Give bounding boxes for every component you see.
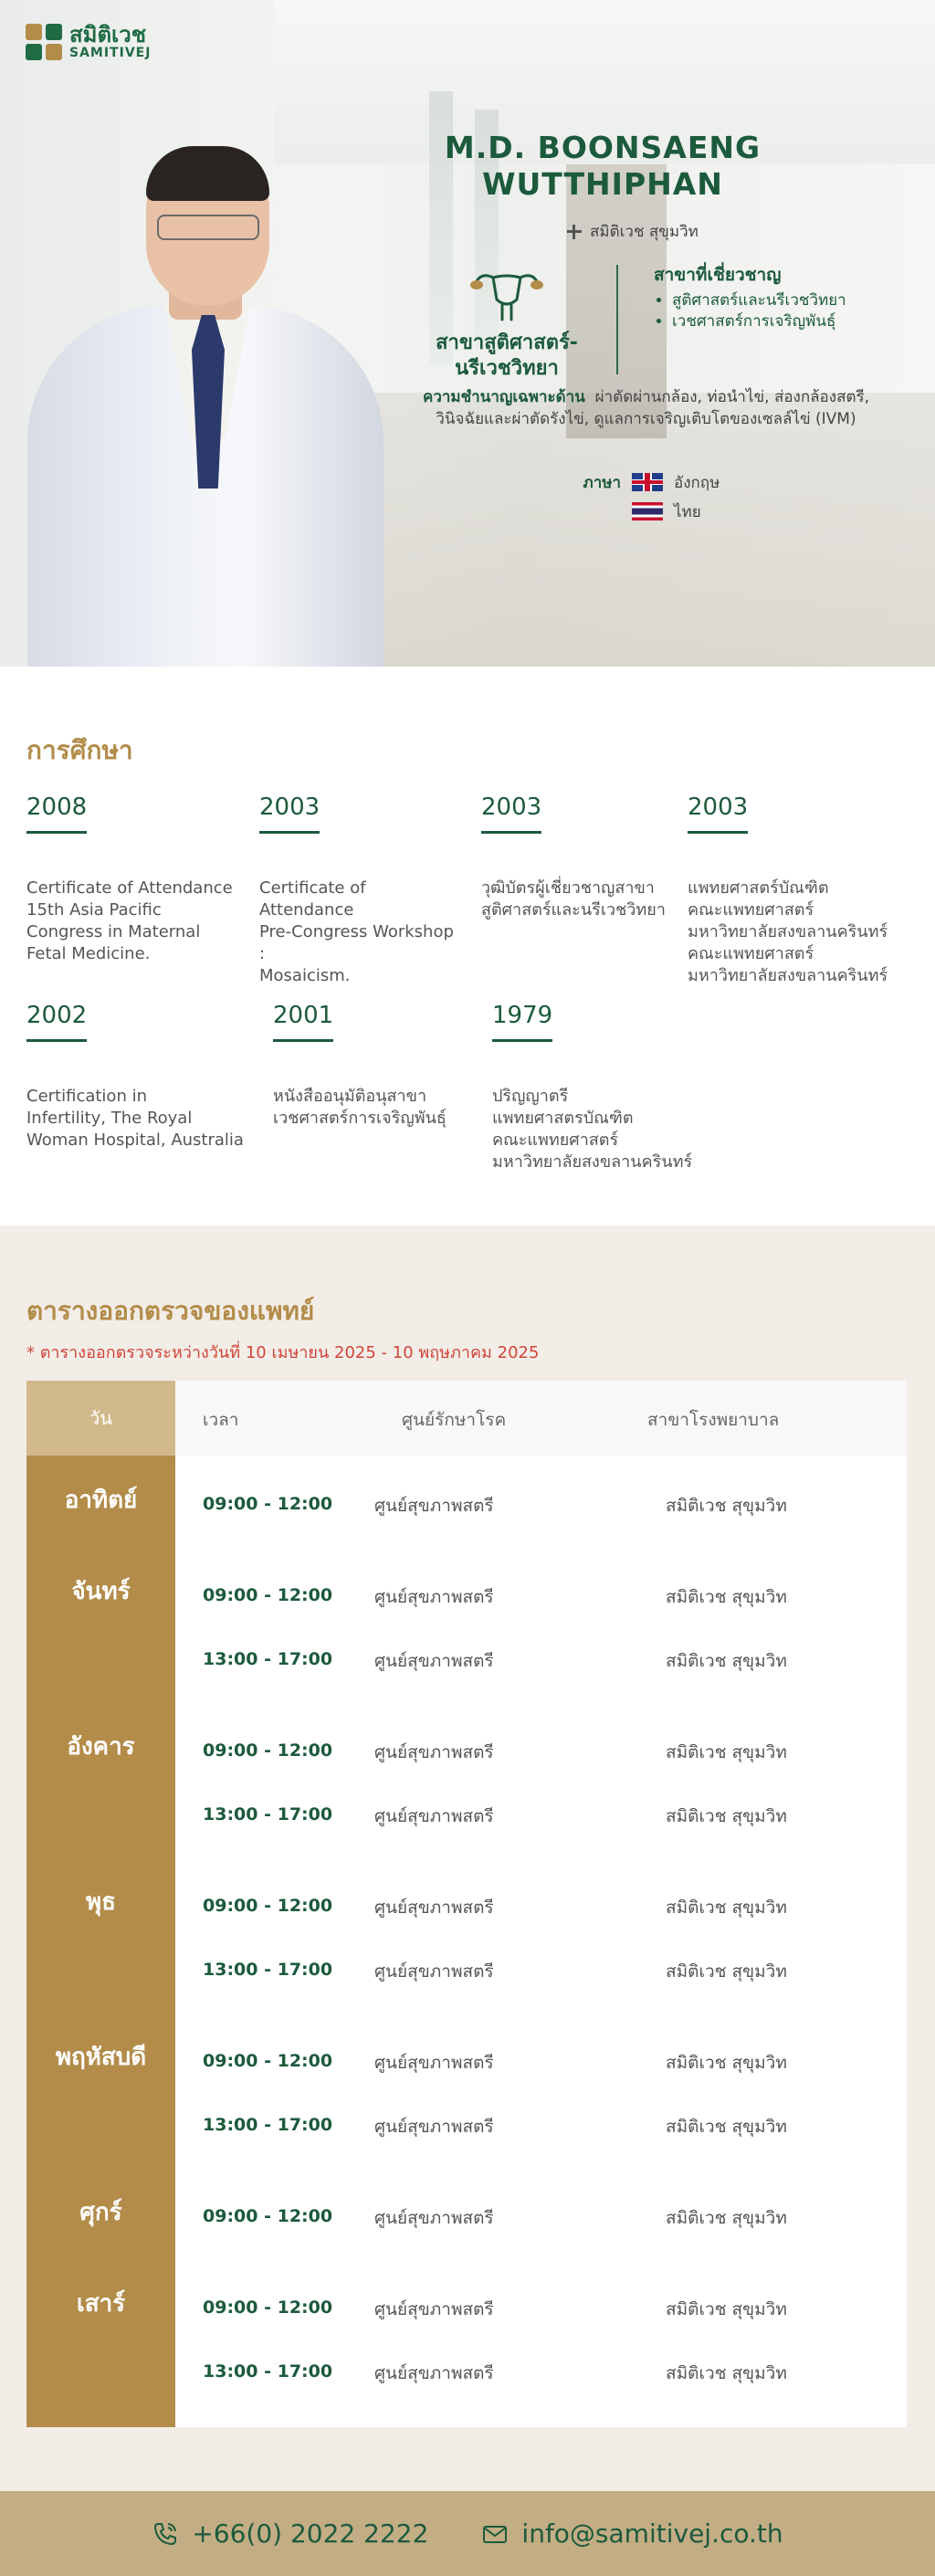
doctor-name-line1: M.D. BOONSAENG (444, 130, 762, 165)
education-item (273, 1001, 474, 1130)
schedule-slot-row (26, 2044, 907, 2080)
education-item (26, 1001, 255, 1151)
doctor-name (429, 130, 776, 203)
education-item (481, 793, 682, 921)
logo-text-th: สมิติเวช (69, 22, 147, 47)
slot-center: ศูนย์สุขภาพสตรี (374, 1587, 494, 1607)
doctor-name-line2: WUTTHIPHAN (482, 166, 723, 202)
schedule-day-label: พุธ (85, 1888, 116, 1916)
education-year: 2003 (259, 793, 320, 834)
education-text: แพทยศาสตร์บัณฑิต คณะแพทยศาสตร์ มหาวิทยาลัยสงขลานครินทร์ คณะแพทยศาสตร์ มหาวิทยาลัยสงขลานครินทร์ (688, 878, 888, 985)
slot-time: 13:00 - 17:00 (203, 1649, 333, 1669)
language-item: อังกฤษ (674, 473, 720, 492)
specialty-block (420, 265, 594, 382)
languages-block (566, 468, 720, 526)
language-item: ไทย (674, 502, 701, 521)
schedule-day-label: เสาร์ (76, 2290, 126, 2318)
education-text: ปริญญาตรี แพทยศาสตรบัณฑิต คณะแพทยศาสตร์ มหาวิทยาลัยสงขลานครินทร์ (492, 1087, 693, 1172)
schedule-slot-row (26, 1952, 907, 1989)
email-address: info@samitivej.co.th (521, 2518, 783, 2549)
expertise-list (654, 290, 891, 332)
thai-flag-icon (632, 502, 663, 520)
education-year: 2003 (688, 793, 748, 834)
slot-branch: สมิติเวช สุขุมวิท (666, 1742, 787, 1762)
education-text: หนังสืออนุมัติอนุสาขา เวชศาสตร์การเจริญพันธุ์ (273, 1087, 446, 1128)
phone-number: +66(0) 2022 2222 (192, 2518, 429, 2549)
slot-branch: สมิติเวช สุขุมวิท (666, 2363, 787, 2383)
slot-center: ศูนย์สุขภาพสตรี (374, 2208, 494, 2228)
mail-icon (481, 2520, 509, 2548)
slot-center: ศูนย์สุขภาพสตรี (374, 2053, 494, 2073)
slot-time: 13:00 - 17:00 (203, 2361, 333, 2381)
logo-text-en: SAMITIVEJ (69, 46, 152, 60)
slot-center: ศูนย์สุขภาพสตรี (374, 2363, 494, 2383)
expertise-item: • สูติศาสตร์และนรีเวชวิทยา (672, 290, 891, 311)
schedule-slot-row (26, 2199, 907, 2235)
slot-center: ศูนย์สุขภาพสตรี (374, 2117, 494, 2137)
schedule-slot-row (26, 2354, 907, 2391)
education-year: 1979 (492, 1001, 552, 1042)
header-time: เวลา (203, 1410, 239, 1430)
expertise-title: สาขาที่เชี่ยวชาญ (654, 265, 782, 285)
doctor-hero (0, 0, 935, 667)
slot-center: ศูนย์สุขภาพสตรี (374, 1496, 494, 1516)
uk-flag-icon (632, 473, 663, 491)
slot-time: 09:00 - 12:00 (203, 2206, 333, 2226)
education-item (259, 793, 460, 987)
slot-branch: สมิติเวช สุขุมวิท (666, 2053, 787, 2073)
education-text: Certificate of Attendance 15th Asia Pacific Congress in Maternal Fetal Medicine. (26, 878, 233, 963)
schedule-day-label: พฤหัสบดี (55, 2044, 147, 2071)
schedule-note: * ตารางออกตรวจระหว่างวันที่ 10 เมษายน 2025 - 10 พฤษภาคม 2025 (26, 1343, 540, 1362)
slot-time: 09:00 - 12:00 (203, 1896, 333, 1916)
schedule-day-label: อาทิตย์ (64, 1487, 138, 1514)
contact-footer (0, 2491, 935, 2576)
logo-mark-icon (26, 24, 62, 60)
education-year: 2001 (273, 1001, 333, 1042)
schedule-day-label: อังคาร (67, 1733, 135, 1761)
divider (616, 265, 618, 374)
slot-branch: สมิติเวช สุขุมวิท (666, 1806, 787, 1826)
schedule-slot-row (26, 2108, 907, 2144)
education-year: 2003 (481, 793, 541, 834)
schedule-day-label: จันทร์ (71, 1578, 131, 1605)
slot-branch: สมิติเวช สุขุมวิท (666, 1587, 787, 1607)
education-text: Certification in Infertility, The Royal Woman Hospital, Australia (26, 1087, 244, 1150)
slot-branch: สมิติเวช สุขุมวิท (666, 1651, 787, 1671)
slot-time: 13:00 - 17:00 (203, 1804, 333, 1824)
header-day: วัน (26, 1381, 175, 1456)
slot-branch: สมิติเวช สุขุมวิท (666, 1961, 787, 1982)
education-title: การศึกษา (26, 735, 133, 765)
phone-icon (152, 2520, 179, 2548)
language-label: ภาษา (583, 473, 621, 492)
doctor-branch (566, 219, 699, 244)
slot-branch: สมิติเวช สุขุมวิท (666, 2299, 787, 2319)
medical-cross-icon (566, 224, 583, 240)
schedule-slot-row (26, 1487, 907, 1523)
specialty-name: สาขาสูติศาสตร์-นรีเวชวิทยา (436, 331, 578, 380)
schedule-table (26, 1381, 907, 2427)
schedule-slot-row (26, 1578, 907, 1614)
schedule-slot-row (26, 1642, 907, 1678)
slot-center: ศูนย์สุขภาพสตรี (374, 1806, 494, 1826)
slot-center: ศูนย์สุขภาพสตรี (374, 1898, 494, 1918)
education-text: Certificate of Attendance Pre-Congress Workshop : Mosaicism. (259, 878, 454, 985)
schedule-slot-row (26, 1888, 907, 1925)
focus-text: ผ่าตัดผ่านกล้อง, ท่อนำไข่, ส่องกล้องสตรี, วินิจฉัยและผ่าตัดรังไข่, ดูแลการเจริญเติบโตของเซลล์ไข่ (IVM) (436, 388, 870, 428)
slot-time: 09:00 - 12:00 (203, 2297, 333, 2318)
email-link[interactable] (481, 2518, 783, 2549)
slot-center: ศูนย์สุขภาพสตรี (374, 1651, 494, 1671)
expertise-block (654, 261, 891, 332)
slot-time: 09:00 - 12:00 (203, 1740, 333, 1761)
slot-branch: สมิติเวช สุขุมวิท (666, 2208, 787, 2228)
education-item (492, 1001, 730, 1173)
schedule-slot-row (26, 2290, 907, 2327)
slot-branch: สมิติเวช สุขุมวิท (666, 1496, 787, 1516)
slot-center: ศูนย์สุขภาพสตรี (374, 1742, 494, 1762)
doctor-photo (18, 146, 393, 667)
slot-center: ศูนย์สุขภาพสตรี (374, 2299, 494, 2319)
header-center: ศูนย์รักษาโรค (402, 1410, 507, 1430)
slot-time: 09:00 - 12:00 (203, 1585, 333, 1605)
schedule-slot-row (26, 1797, 907, 1834)
slot-time: 09:00 - 12:00 (203, 2051, 333, 2071)
schedule-day-label: ศุกร์ (79, 2199, 122, 2226)
uterus-icon (466, 265, 548, 323)
schedule-section (0, 1225, 935, 2491)
phone-link[interactable] (152, 2518, 428, 2549)
education-item (688, 793, 916, 987)
schedule-slot-row (26, 1733, 907, 1770)
focus-area (415, 386, 877, 430)
expertise-item: • เวชศาสตร์การเจริญพันธุ์ (672, 311, 891, 332)
education-year: 2002 (26, 1001, 87, 1042)
slot-time: 13:00 - 17:00 (203, 1960, 333, 1980)
focus-title: ความชำนาญเฉพาะด้าน (422, 388, 585, 406)
slot-time: 13:00 - 17:00 (203, 2115, 333, 2135)
slot-branch: สมิติเวช สุขุมวิท (666, 1898, 787, 1918)
slot-time: 09:00 - 12:00 (203, 1494, 333, 1514)
samitivej-logo[interactable] (26, 24, 151, 60)
schedule-table-header (26, 1381, 907, 1456)
slot-branch: สมิติเวช สุขุมวิท (666, 2117, 787, 2137)
education-item (26, 793, 246, 965)
education-year: 2008 (26, 793, 87, 834)
schedule-title: ตารางออกตรวจของแพทย์ (26, 1296, 315, 1326)
slot-center: ศูนย์สุขภาพสตรี (374, 1961, 494, 1982)
education-text: วุฒิบัตรผู้เชี่ยวชาญสาขา สูติศาสตร์และนรีเวชวิทยา (481, 878, 666, 920)
doctor-branch-label: สมิติเวช สุขุมวิท (590, 223, 699, 241)
header-branch: สาขาโรงพยาบาล (647, 1410, 780, 1430)
